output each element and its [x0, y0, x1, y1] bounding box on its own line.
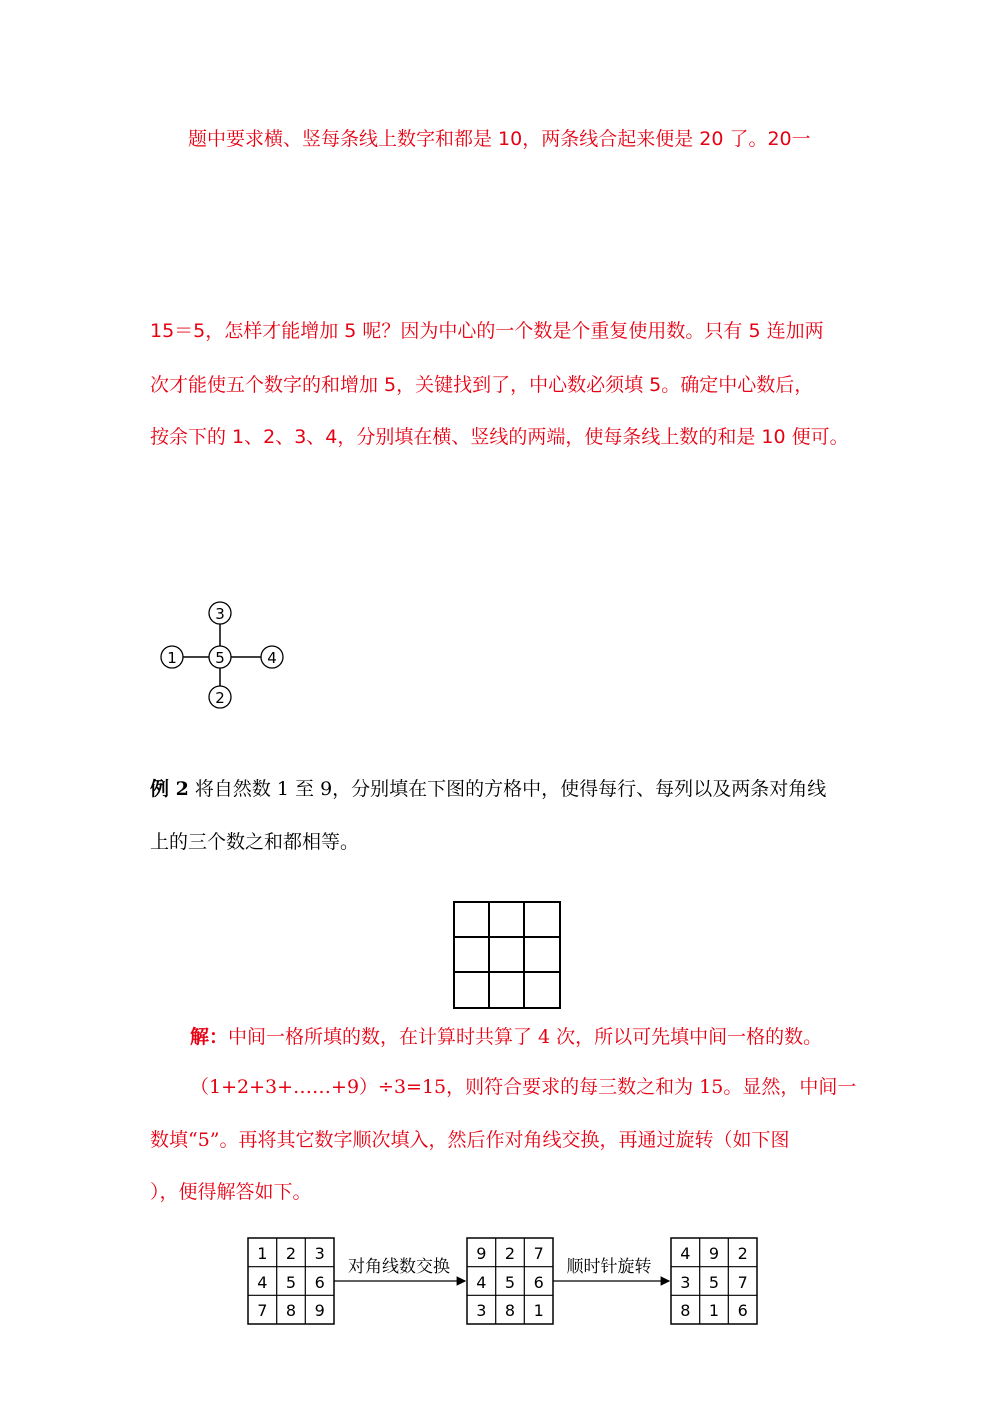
example2-line2: 上的三个数之和都相等。	[150, 831, 360, 853]
grid-cell: 7	[533, 1244, 544, 1263]
grid-original	[248, 1238, 334, 1324]
grid-cell: 7	[257, 1301, 268, 1320]
grid-cell: 9	[314, 1301, 325, 1320]
grid-cell: 1	[533, 1301, 544, 1320]
grid-cell: 7	[737, 1273, 748, 1292]
grid-cell: 2	[504, 1244, 516, 1263]
grid-cell: 2	[737, 1244, 748, 1263]
grid-cell: 1	[257, 1244, 268, 1263]
example2-label: 例 2	[150, 778, 189, 800]
node-left-label: 1	[167, 649, 177, 667]
node-right	[261, 646, 283, 668]
arrow-clockwise-rotate	[553, 1257, 669, 1281]
grid-cell: 4	[257, 1273, 268, 1292]
node-right-label: 4	[267, 649, 277, 667]
grid-cell: 4	[680, 1244, 691, 1263]
empty-grid	[452, 900, 562, 1010]
arrow1-label: 对角线数交换	[348, 1257, 450, 1277]
grid-swapped	[467, 1238, 553, 1324]
grid-cell: 2	[285, 1244, 297, 1263]
solution-label: 解：	[190, 1026, 229, 1048]
arrow-diagonal-swap	[334, 1257, 465, 1281]
solution-line4: ），便得解答如下。	[150, 1181, 312, 1203]
node-bottom	[209, 686, 231, 708]
node-bottom-label: 2	[215, 689, 225, 707]
paragraph1-line4: 按余下的 1、2、3、4，分别填在横、竖线的两端，使每条线上数的和是 10 便可。	[150, 426, 849, 448]
node-left	[161, 646, 183, 668]
paragraph1-line1: 题中要求横、竖每条线上数字和都是 10，两条线合起来便是 20 了。20一	[188, 128, 811, 150]
node-top-label: 3	[215, 605, 225, 623]
grid-cell: 9	[708, 1244, 720, 1263]
grid-cell: 8	[680, 1301, 691, 1320]
grid-cell: 8	[285, 1301, 297, 1320]
grid-rotated	[671, 1238, 757, 1324]
solution-line3: 数填“5”。再将其它数字顺次填入，然后作对角线交换，再通过旋转（如下图	[150, 1129, 790, 1151]
grid-cell: 8	[504, 1301, 516, 1320]
example2-line1	[150, 774, 826, 801]
grid-cell: 3	[680, 1273, 691, 1292]
grid-cell: 4	[476, 1273, 487, 1292]
transformation-figure	[246, 1236, 762, 1328]
solution-line2: （1+2+3+……+9）÷3=15，则符合要求的每三数之和为 15。显然，中间一	[190, 1076, 857, 1098]
paragraph1-line3: 次才能使五个数字的和增加 5，关键找到了，中心数必须填 5。确定中心数后，	[150, 374, 814, 396]
node-top	[209, 602, 231, 624]
grid-cell: 6	[533, 1273, 544, 1292]
arrow2-label: 顺时针旋转	[566, 1257, 652, 1277]
grid-cell: 6	[314, 1273, 325, 1292]
grid-cell: 6	[737, 1301, 748, 1320]
solution-text-line1: 中间一格所填的数，在计算时共算了 4 次，所以可先填中间一格的数。	[228, 1026, 823, 1048]
grid-cell: 3	[476, 1301, 487, 1320]
node-center	[209, 646, 231, 668]
paragraph1-line2: 15＝5，怎样才能增加 5 呢？因为中心的一个数是个重复使用数。只有 5 连加两	[150, 320, 824, 342]
cross-diagram	[150, 595, 295, 715]
node-center-label: 5	[215, 649, 225, 667]
example2-text-line1: 将自然数 1 至 9，分别填在下图的方格中，使得每行、每列以及两条对角线	[194, 778, 827, 800]
grid-cell: 5	[708, 1273, 720, 1292]
grid-cell: 9	[476, 1244, 487, 1263]
grid-cell: 5	[285, 1273, 297, 1292]
solution-line1	[190, 1022, 822, 1049]
grid-cell: 3	[314, 1244, 325, 1263]
grid-cell: 5	[504, 1273, 516, 1292]
grid-cell: 1	[708, 1301, 720, 1320]
